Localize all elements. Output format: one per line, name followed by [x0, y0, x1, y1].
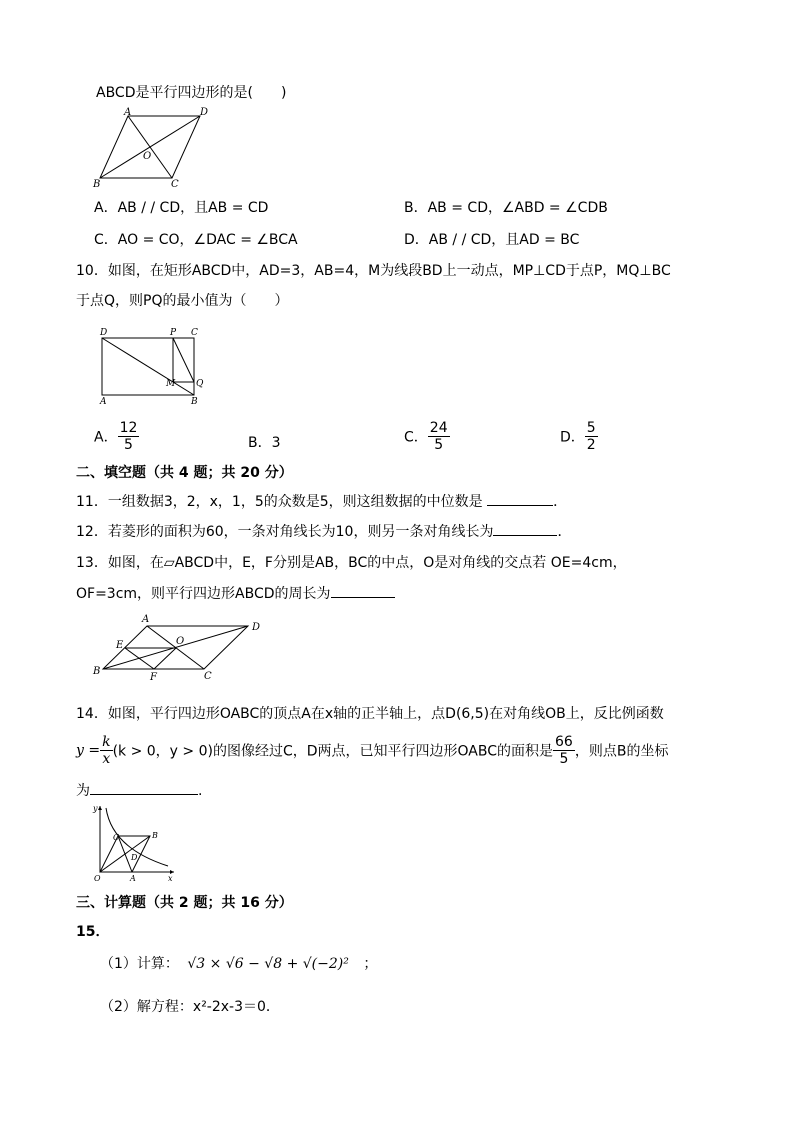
q9-option-d: D．AB / / CD，且AD = BC: [404, 232, 580, 248]
q9-option-b: B．AB = CD，∠ABD = ∠CDB: [404, 200, 608, 216]
q15-part1: （1）计算： √3 × √6 − √8 + √(−2)² ；: [100, 956, 378, 972]
q13-line2: OF=3cm，则平行四边形ABCD的周长为: [76, 583, 395, 603]
q15-number: 15．: [76, 924, 110, 940]
q10-option-b: B．3: [248, 435, 281, 451]
q10-figure: [96, 325, 208, 405]
q15-part1-expression: √3 × √6 − √8 + √(−2)²: [187, 956, 349, 972]
q11: 11．一组数据3，2，x，1，5的众数是5，则这组数据的中位数是 ．: [76, 491, 567, 511]
svg-text:y: y: [93, 804, 98, 813]
svg-text:x: x: [168, 874, 173, 883]
q13-line1: 13．如图，在▱ABCD中，E，F分别是AB，BC的中点，O是对角线的交点若 OE=4cm，: [76, 555, 627, 571]
svg-text:O: O: [94, 874, 101, 883]
svg-text:D: D: [100, 328, 108, 338]
svg-text:D: D: [252, 622, 261, 633]
svg-text:A: A: [130, 874, 136, 883]
q11-answer-blank: [487, 491, 553, 506]
q9-figure: [92, 106, 212, 188]
q12-answer-blank: [493, 521, 557, 536]
svg-text:C: C: [113, 833, 120, 842]
svg-text:Q: Q: [196, 379, 204, 389]
svg-text:D: D: [131, 853, 138, 862]
svg-text:C: C: [204, 671, 212, 682]
q13-answer-blank: [331, 583, 395, 598]
svg-text:M: M: [166, 379, 176, 389]
svg-text:A: A: [100, 397, 107, 405]
svg-text:E: E: [116, 640, 124, 651]
svg-text:D: D: [200, 107, 209, 118]
svg-text:C: C: [191, 328, 198, 338]
q15-part2: （2）解方程：x²-2x-3＝0．: [100, 999, 280, 1015]
q9-option-a: A．AB / / CD，且AB = CD: [94, 200, 269, 216]
svg-text:F: F: [150, 672, 157, 683]
svg-text:O: O: [176, 636, 185, 647]
q13-figure: [90, 612, 266, 684]
q9-option-c: C．AO = CO，∠DAC = ∠BCA: [94, 232, 298, 248]
svg-text:B: B: [152, 831, 158, 840]
q10-option-c: C． $\frac{24}{5}$: [404, 420, 448, 453]
svg-text:B: B: [93, 179, 101, 188]
svg-text:A: A: [142, 614, 150, 625]
q14-line1: 14．如图，平行四边形OABC的顶点A在x轴的正半轴上，点D(6,5)在对角线OB上，反比例函数: [76, 706, 664, 722]
q9-stem-tail: ABCD是平行四边形的是( ): [96, 85, 287, 101]
q14-line2: y = $\frac{k}{x}$ (k > 0，y > 0)的图像经过C，D两点，已知平行四边形OABC的面积是 $\frac{66}{5}$ ，则点B的坐标: [76, 734, 669, 767]
q10-option-a: A． $\frac{12}{5}$: [94, 420, 138, 453]
q14-figure: [88, 802, 180, 884]
q10-line1: 10．如图，在矩形ABCD中，AD=3，AB=4，M为线段BD上一动点，MP⊥CD于点P，MQ⊥BC: [76, 263, 671, 279]
svg-text:B: B: [93, 666, 101, 677]
svg-text:C: C: [171, 179, 179, 188]
q10-option-d: D． $\frac{5}{2}$: [560, 420, 596, 453]
svg-text:B: B: [191, 397, 198, 405]
q12: 12．若菱形的面积为60，一条对角线长为10，则另一条对角线长为 ．: [76, 521, 571, 541]
section-2-heading: 二、填空题（共 4 题；共 20 分）: [76, 465, 293, 481]
svg-text:A: A: [124, 107, 132, 118]
section-3-heading: 三、计算题（共 2 题；共 16 分）: [76, 895, 293, 911]
q14-line3: 为 .: [76, 780, 202, 800]
svg-text:O: O: [143, 151, 152, 162]
q10-line2: 于点Q，则PQ的最小值为（ ）: [76, 293, 289, 309]
q14-answer-blank: [90, 780, 198, 795]
svg-text:P: P: [170, 328, 177, 338]
